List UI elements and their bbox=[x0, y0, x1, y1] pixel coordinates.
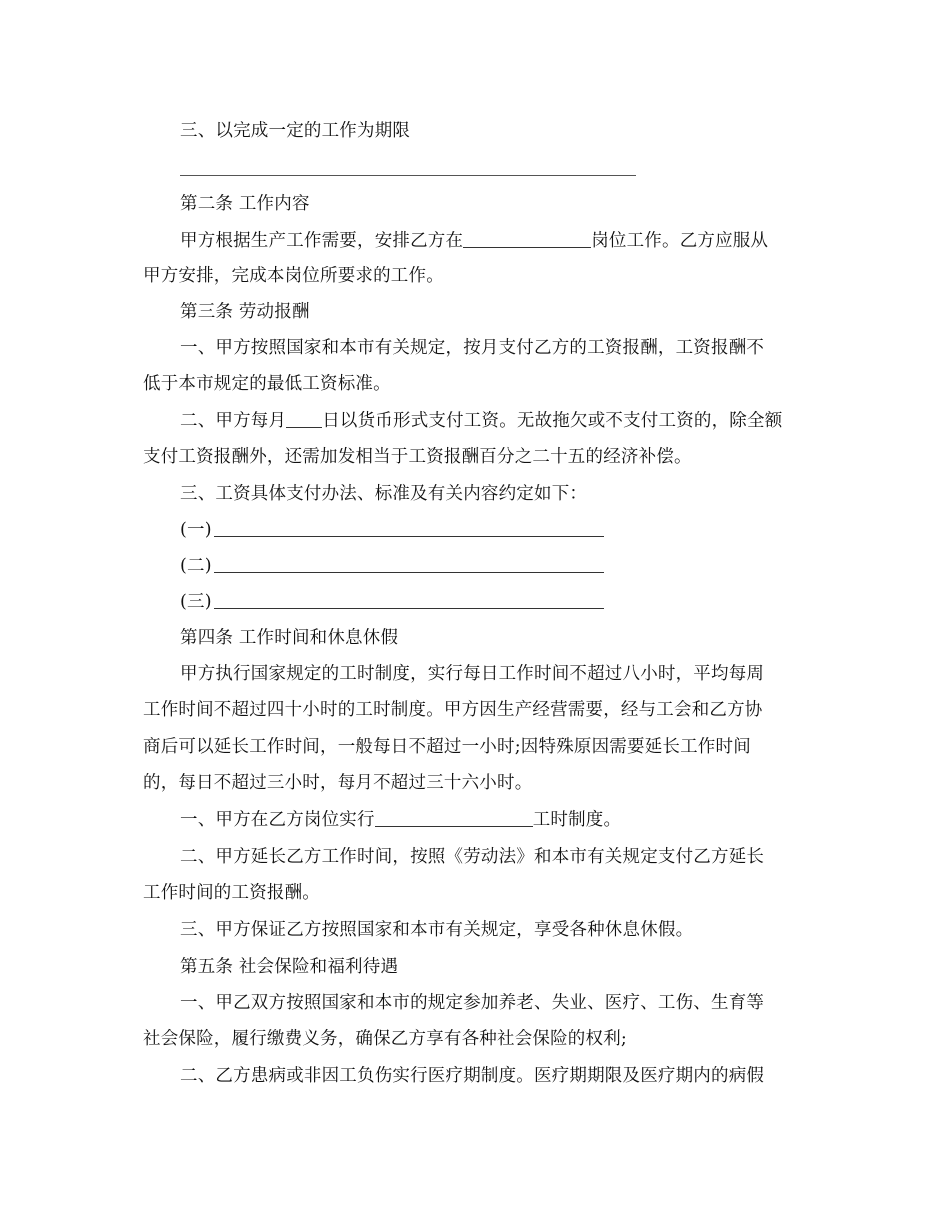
text-segment: 日以货币形式支付工资。无故拖欠或不支付工资的，除全额 bbox=[322, 411, 783, 431]
paragraph-line: 工作时间不超过四十小时的工时制度。甲方因生产经营需要，经与工会和乙方协 bbox=[143, 700, 763, 720]
paragraph-line: 三、甲方保证乙方按照国家和本市有关规定，享受各种休息休假。 bbox=[180, 920, 694, 940]
paragraph-line: 支付工资报酬外，还需加发相当于工资报酬百分之二十五的经济补偿。 bbox=[143, 447, 692, 467]
paragraph-line: 低于本市规定的最低工资标准。 bbox=[143, 374, 391, 394]
paragraph-line: 一、甲方按照国家和本市有关规定，按月支付乙方的工资报酬，工资报酬不 bbox=[180, 338, 765, 358]
section-heading: 第三条 劳动报酬 bbox=[180, 302, 310, 322]
item-label: (二) bbox=[180, 556, 212, 576]
fill-in-blank bbox=[286, 409, 322, 428]
item-label: (三) bbox=[180, 592, 212, 612]
paragraph-line: 工作时间的工资报酬。 bbox=[143, 883, 320, 903]
paragraph-line: 的，每日不超过三小时，每月不超过三十六小时。 bbox=[143, 773, 533, 793]
paragraph-line: 商后可以延长工作时间，一般每日不超过一小时;因特殊原因需要延长工作时间 bbox=[143, 737, 751, 757]
paragraph-line bbox=[180, 229, 840, 253]
text-segment: 甲方根据生产工作需要，安排乙方在 bbox=[180, 231, 464, 251]
text-segment: 二、甲方每月 bbox=[180, 411, 287, 431]
paragraph-line: 甲方执行国家规定的工时制度，实行每日工作时间不超过八小时，平均每周 bbox=[180, 664, 765, 684]
paragraph-line: 三、工资具体支付办法、标准及有关内容约定如下： bbox=[180, 484, 588, 504]
list-item bbox=[180, 554, 840, 578]
paragraph-line bbox=[180, 808, 840, 832]
paragraph-line: 一、甲乙双方按照国家和本市的规定参加养老、失业、医疗、工伤、生育等 bbox=[180, 993, 765, 1013]
section-heading: 第四条 工作时间和休息休假 bbox=[180, 628, 399, 648]
item-label: (一) bbox=[180, 520, 212, 540]
section-heading: 第二条 工作内容 bbox=[180, 194, 310, 214]
paragraph-line bbox=[180, 409, 840, 433]
blank-rule bbox=[180, 175, 636, 176]
list-item bbox=[180, 590, 840, 614]
text-segment: 一、甲方在乙方岗位实行 bbox=[180, 810, 375, 830]
fill-in-blank bbox=[214, 590, 604, 609]
text-segment: 工时制度。 bbox=[532, 810, 622, 830]
fill-in-blank bbox=[375, 808, 533, 827]
paragraph-line: 社会保险，履行缴费义务，确保乙方享有各种社会保险的权利; bbox=[143, 1029, 627, 1049]
paragraph-line: 二、甲方延长乙方工作时间，按照《劳动法》和本市有关规定支付乙方延长 bbox=[180, 847, 765, 867]
list-item bbox=[180, 518, 840, 542]
paragraph-line: 甲方安排，完成本岗位所要求的工作。 bbox=[143, 266, 444, 286]
section-heading: 第五条 社会保险和福利待遇 bbox=[180, 957, 399, 977]
fill-in-blank bbox=[463, 229, 591, 248]
clause-line: 三、以完成一定的工作为期限 bbox=[180, 121, 411, 141]
fill-in-blank bbox=[214, 554, 604, 573]
paragraph-line: 二、乙方患病或非因工负伤实行医疗期制度。医疗期期限及医疗期内的病假 bbox=[180, 1066, 765, 1086]
text-segment: 岗位工作。乙方应服从 bbox=[591, 231, 769, 251]
fill-in-blank bbox=[214, 518, 604, 537]
